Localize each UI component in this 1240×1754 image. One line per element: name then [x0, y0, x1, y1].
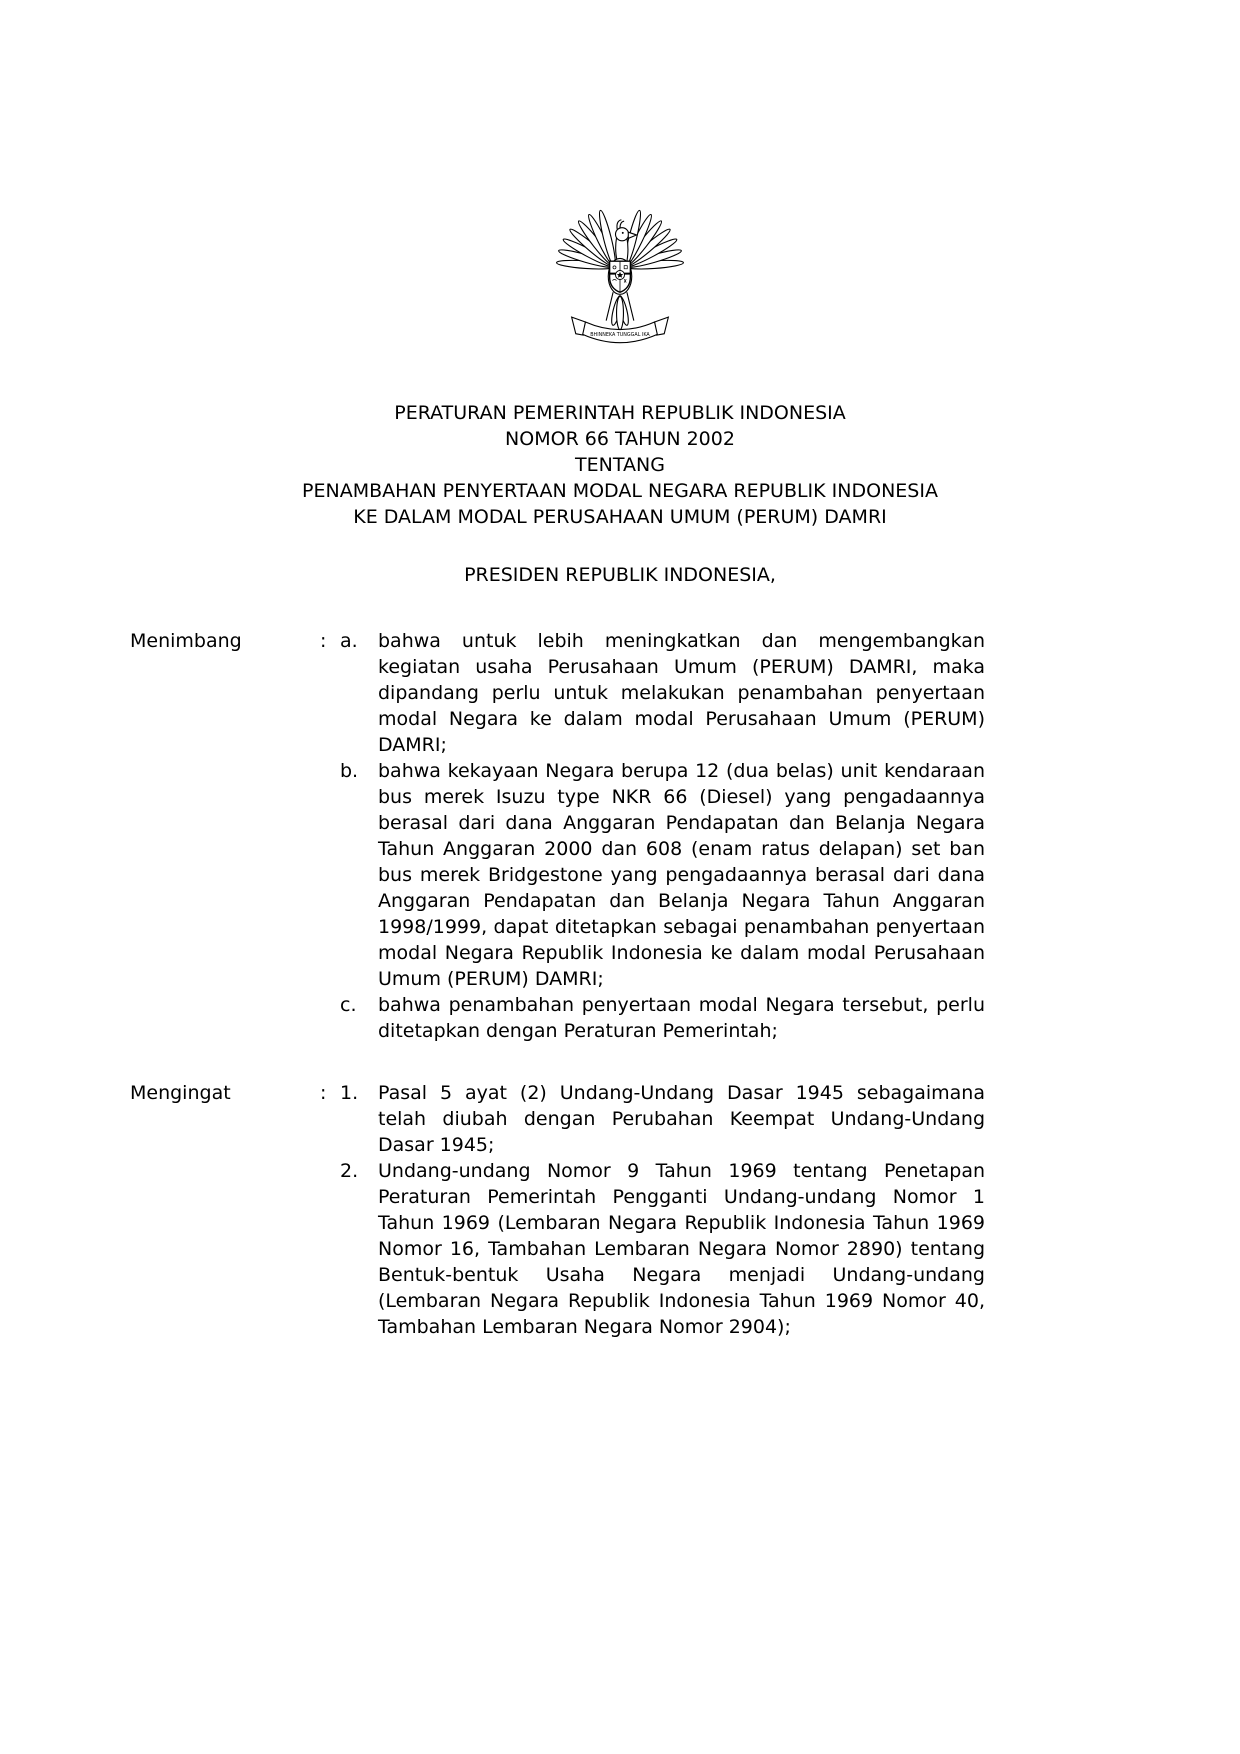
presiden-line: PRESIDEN REPUBLIK INDONESIA, [464, 564, 776, 586]
section-menimbang [130, 628, 985, 1044]
title-line-5: KE DALAM MODAL PERUSAHAAN UMUM (PERUM) DAMRI [353, 506, 887, 528]
item-marker: 2. [340, 1160, 359, 1182]
item-marker: 1. [340, 1082, 359, 1104]
title-block [0, 400, 1240, 530]
title-line-3: TENTANG [575, 454, 665, 476]
item-text: Undang-undang Nomor 9 Tahun 1969 tentang Penetapan Peraturan Pemerintah Pengganti Undang-undang Nomor 1 Tahun 1969 (Lembaran Negara Republik Indonesia Tahun 1969 Nomor 16, Tambahan Lembaran Negara Nomor 2890) tentang Bentuk-bentuk Usaha Negara menjadi Undang-undang (Lembaran Negara Republik Indonesia Tahun 1969 Nomor 40, Tambahan Lembaran Negara Nomor 2904); [378, 1160, 985, 1338]
garuda-left-wing-icon [556, 209, 618, 270]
item-marker: a. [340, 630, 358, 652]
title-line-1: PERATURAN PEMERINTAH REPUBLIK INDONESIA [394, 402, 846, 424]
pancasila-shield-icon [610, 261, 631, 292]
section-mengingat [130, 1080, 985, 1340]
list-item [340, 992, 985, 1044]
item-text: bahwa penambahan penyertaan modal Negara tersebut, perlu ditetapkan dengan Peraturan Pemerintah; [378, 994, 985, 1042]
item-text: Pasal 5 ayat (2) Undang-Undang Dasar 1945 sebagaimana telah diubah dengan Perubahan Keempat Undang-Undang Dasar 1945; [378, 1082, 985, 1156]
item-text: bahwa untuk lebih meningkatkan dan mengembangkan kegiatan usaha Perusahaan Umum (PERUM) DAMRI, maka dipandang perlu untuk melakukan penambahan penyertaan modal Negara ke dalam modal Perusahaan Umum (PERUM) DAMRI; [378, 630, 985, 756]
title-line-4: PENAMBAHAN PENYERTAAN MODAL NEGARA REPUBLIK INDONESIA [302, 480, 938, 502]
emblem-container [0, 0, 1240, 358]
item-marker: c. [340, 994, 357, 1016]
section-label: Menimbang [130, 630, 242, 652]
item-text: bahwa kekayaan Negara berupa 12 (dua belas) unit kendaraan bus merek Isuzu type NKR 66 (Diesel) yang pengadaannya berasal dari dana Anggaran Pendapatan dan Belanja Negara Tahun Anggaran 2000 dan 608 (enam ratus delapan) set ban bus merek Bridgestone yang pengadaannya berasal dari dana Anggaran Pendapatan dan Belanja Negara Tahun Anggaran 1998/1999, dapat ditetapkan sebagai penambahan penyertaan modal Negara Republik Indonesia ke dalam modal Perusahaan Umum (PERUM) DAMRI; [378, 760, 985, 990]
title-line-2: NOMOR 66 TAHUN 2002 [505, 428, 735, 450]
section-colon: : [320, 1082, 327, 1104]
garuda-right-wing-icon [622, 209, 684, 270]
list-item [340, 628, 985, 758]
item-marker: b. [340, 760, 359, 782]
section-colon: : [320, 630, 327, 652]
section-items [340, 1080, 985, 1340]
document-body [0, 628, 1240, 1340]
list-item [340, 758, 985, 992]
section-label: Mengingat [130, 1082, 231, 1104]
section-items [340, 628, 985, 1044]
list-item [340, 1158, 985, 1340]
list-item [340, 1080, 985, 1158]
banner-text: BHINNEKA TUNGGAL IKA [590, 332, 650, 338]
garuda-tail-icon [610, 295, 631, 330]
garuda-pancasila-icon [544, 192, 696, 358]
